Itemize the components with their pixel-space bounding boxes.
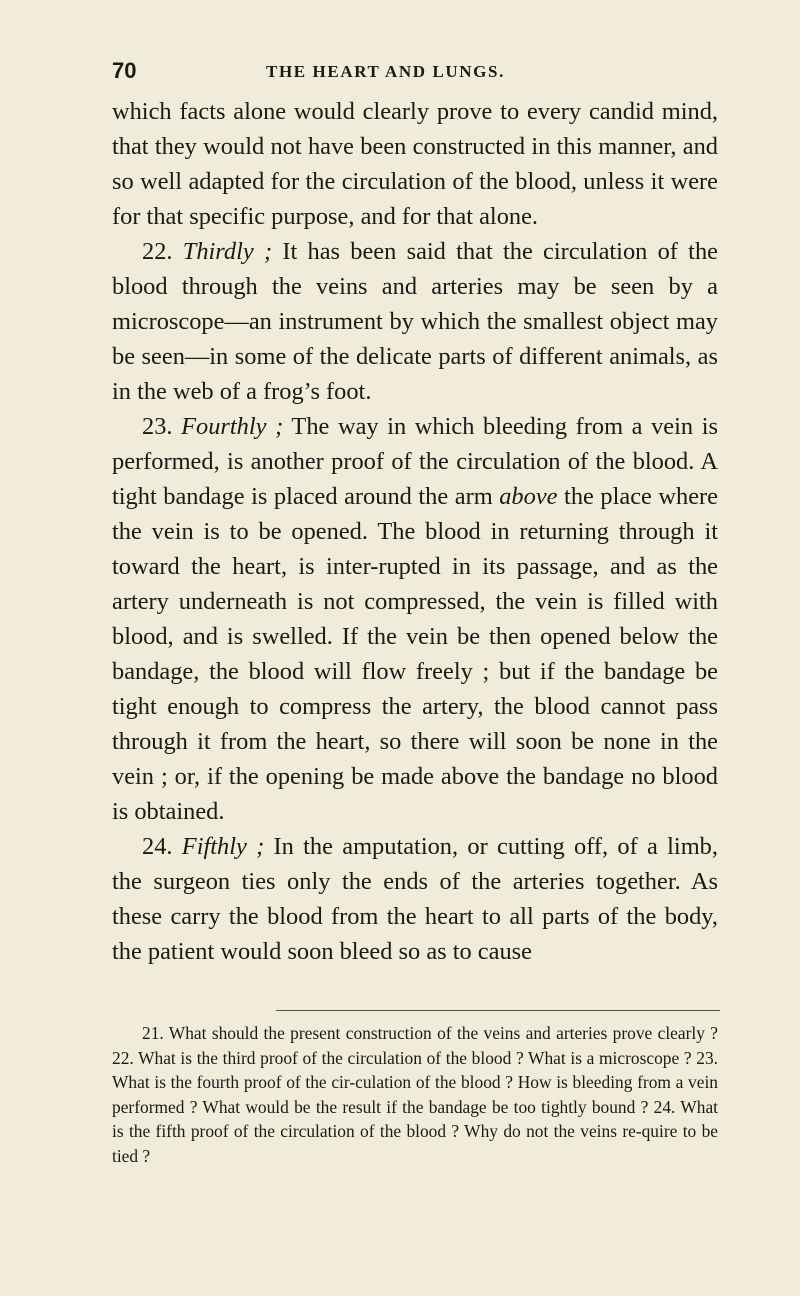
paragraph-number: 23. bbox=[142, 413, 173, 440]
running-title: THE HEART AND LUNGS. bbox=[266, 62, 505, 81]
paragraph-text: In the amputation, or cutting off, of a limb, the surgeon ties only the ends of the arteries together. As these carry the blood from the heart to all parts of the body, the patient would soon bleed so as to cause bbox=[112, 833, 718, 965]
paragraph-23 bbox=[112, 409, 718, 829]
paragraph-label: Fifthly ; bbox=[181, 833, 265, 860]
paragraph-text-continued: the place where the vein is to be opened. The blood in returning through it toward the heart, is inter-rupted in its passage, and as the artery underneath is not compressed, the vein is filled with blood, and is swelled. If the vein be then opened below the bandage, the blood will flow freely ; but if the bandage be tight enough to compress the artery, the blood cannot pass through it from the heart, so there will soon be none in the vein ; or, if the opening be made above the bandage no blood is obtained. bbox=[112, 483, 718, 825]
paragraph-text: The way in which bleeding from a vein is performed, is another proof of the circulation of the blood. A tight bandage is placed around the arm bbox=[112, 413, 718, 510]
footnote-divider bbox=[276, 1010, 720, 1011]
footnote-text: 21. What should the present construction of the veins and arteries prove clearly ? 22. What is the third proof of the circulation of the blood ? What is a microscope ? 23. What is the fourth proof of the cir-culation of the blood ? How is bleeding from a vein performed ? What would be the result if the bandage be too tightly bound ? 24. What is the fifth proof of the circulation of the blood ? Why do not the veins re-quire to be tied ? bbox=[112, 1023, 718, 1166]
paragraph-text: It has been said that the circulation of the blood through the veins and arteries may be seen by a microscope—an instrument by which the smallest object may be seen—in some of the delicate parts of different animals, as in the web of a frog’s foot. bbox=[112, 238, 718, 405]
footnote-questions bbox=[112, 1021, 718, 1168]
running-head bbox=[112, 58, 712, 88]
paragraph-number: 22. bbox=[142, 238, 173, 265]
paragraph-label: Fourthly ; bbox=[181, 413, 284, 440]
paragraph-number: 24. bbox=[142, 833, 173, 860]
paragraph-22 bbox=[112, 234, 718, 409]
paragraph-continuation: which facts alone would clearly prove to every candid mind, that they would not have been constructed in this manner, and so well adapted for the circulation of the blood, unless it were for that specific purpose, and for that alone. bbox=[112, 98, 718, 230]
page-number: 70 bbox=[112, 58, 137, 83]
main-text bbox=[112, 94, 718, 969]
paragraph-label: Thirdly ; bbox=[182, 238, 273, 265]
emphasized-word: above bbox=[499, 483, 558, 510]
paragraph-24 bbox=[112, 829, 718, 969]
